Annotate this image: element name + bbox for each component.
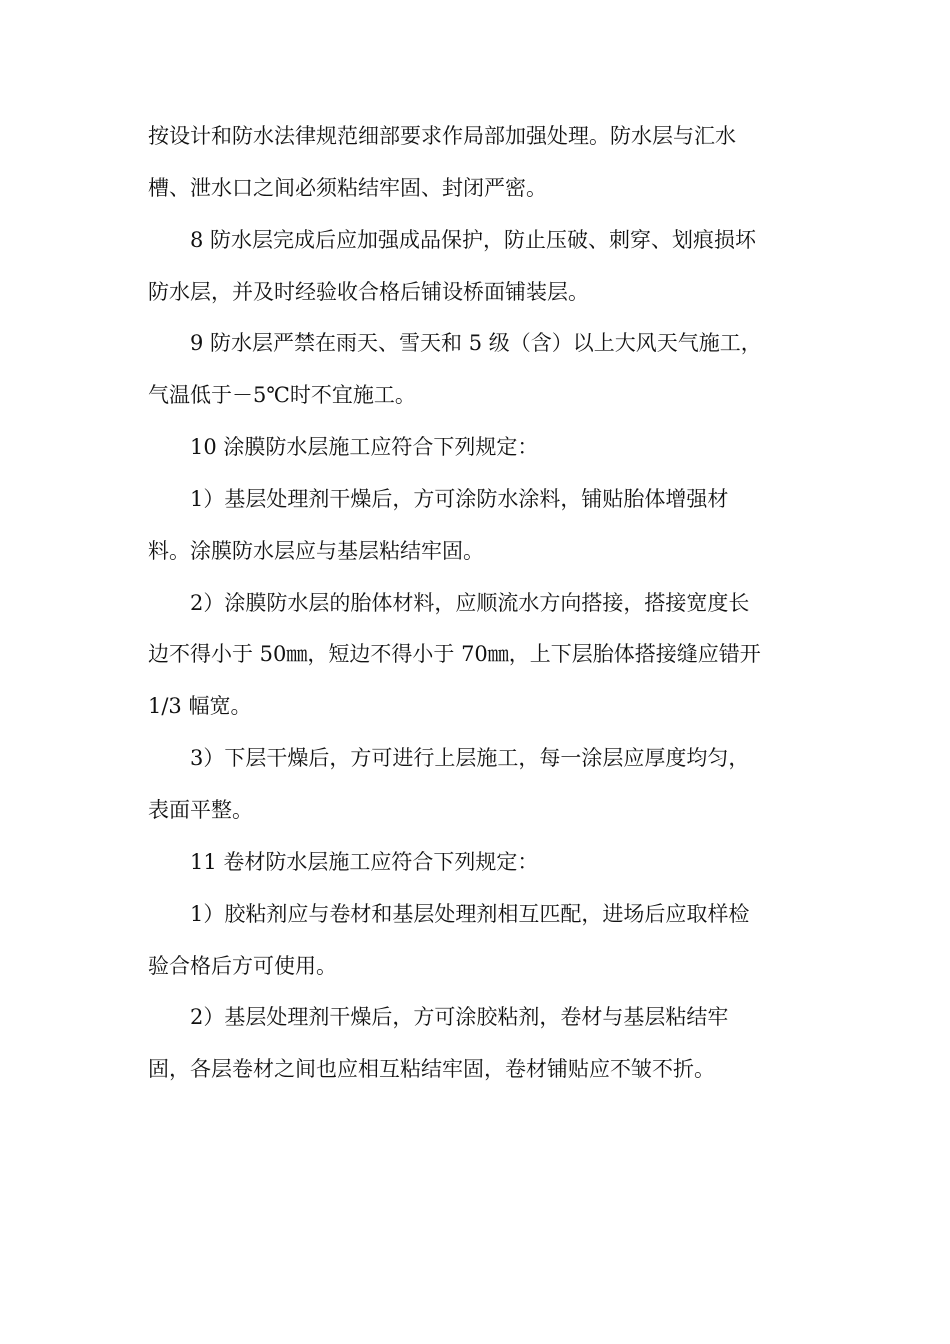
text-line: 槽、泄水口之间必须粘结牢固、封闭严密。 — [148, 176, 547, 200]
text-line: 1）胶粘剂应与卷材和基层处理剂相互匹配，进场后应取样检 — [190, 902, 750, 926]
text-line: 料。涂膜防水层应与基层粘结牢固。 — [148, 539, 484, 563]
text-line: 2）基层处理剂干燥后，方可涂胶粘剂，卷材与基层粘结牢 — [190, 1005, 729, 1029]
text-line: 防水层，并及时经验收合格后铺设桥面铺装层。 — [148, 280, 589, 304]
text-line: 边不得小于 50㎜，短边不得小于 70㎜，上下层胎体搭接缝应错开 — [148, 642, 761, 666]
text-line: 气温低于－5℃时不宜施工。 — [148, 383, 416, 407]
text-line: 按设计和防水法律规范细部要求作局部加强处理。防水层与汇水 — [148, 124, 736, 148]
text-line: 8 防水层完成后应加强成品保护，防止压破、刺穿、划痕损坏 — [190, 228, 757, 252]
text-line: 3）下层干燥后，方可进行上层施工，每一涂层应厚度均匀， — [190, 746, 750, 770]
text-line: 2）涂膜防水层的胎体材料，应顺流水方向搭接，搭接宽度长 — [190, 591, 750, 615]
text-line: 1/3 幅宽。 — [148, 694, 252, 718]
text-line: 9 防水层严禁在雨天、雪天和 5 级（含）以上大风天气施工， — [190, 331, 762, 355]
text-line: 1）基层处理剂干燥后，方可涂防水涂料，铺贴胎体增强材 — [190, 487, 729, 511]
text-line: 表面平整。 — [148, 798, 253, 822]
text-line: 验合格后方可使用。 — [148, 954, 337, 978]
text-line: 10 涂膜防水层施工应符合下列规定： — [190, 435, 539, 459]
text-line: 固，各层卷材之间也应相互粘结牢固，卷材铺贴应不皱不折。 — [148, 1057, 715, 1081]
text-line: 11 卷材防水层施工应符合下列规定： — [190, 850, 539, 874]
